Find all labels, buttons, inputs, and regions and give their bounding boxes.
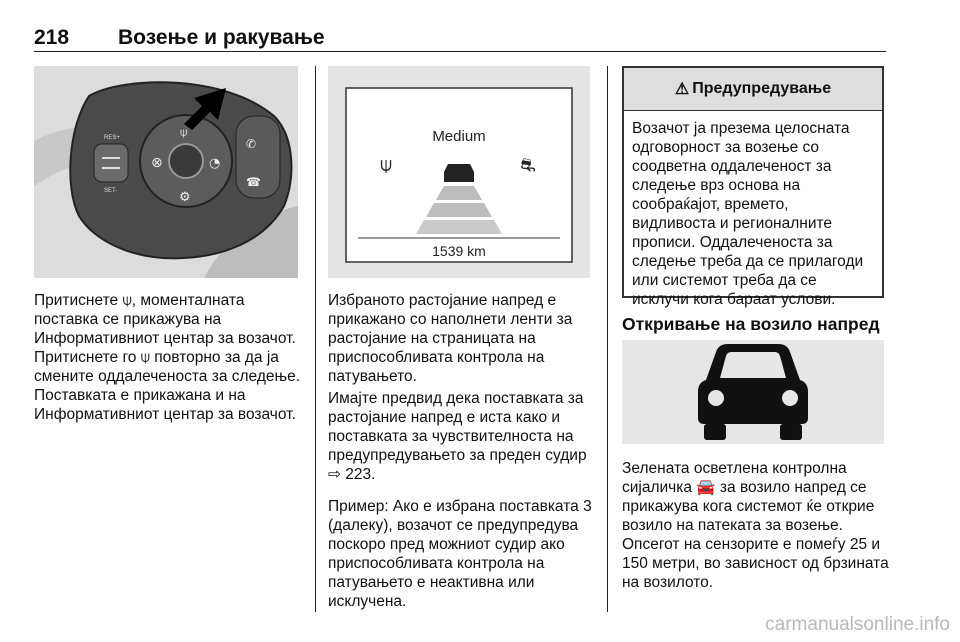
display-figure <box>328 66 590 278</box>
res-label: RES+ <box>104 135 120 141</box>
steering-wheel-figure <box>34 66 298 278</box>
svg-text:◔: ◔ <box>209 156 221 171</box>
warning-header <box>624 68 882 111</box>
section-title: Откривање на возило напред <box>622 314 880 334</box>
mode-label: Medium <box>432 128 486 145</box>
distance-display-illustration <box>328 66 590 278</box>
svg-text:⚙: ⚙ <box>179 190 191 205</box>
col2-paragraph-2: Имајте предвид дека поставката за растојание напред е иста како и поставката за чувствителноста на предупредувањето за преден судир ⇨ 223. <box>328 390 587 483</box>
warning-box <box>622 66 884 308</box>
vehicle-icon <box>444 164 474 182</box>
section-paragraph: Зелената осветлена контролна сијаличка 🚘 за возило напред се прикажува кога системот ќе открие возило на патеката за возење. Опсегот на сензорите е помеѓу 25 и 150 метри, во зависност од брзината на возилото. <box>622 460 889 591</box>
header-rule <box>34 51 886 52</box>
col2-paragraph-3: Пример: Ако е избрана поставката 3 (далеку), возачот се предупредува поскоро пред можниот судир ако приспособливата контрола на патувањето е неактивна или исклучена. <box>328 498 592 610</box>
range-label: 1539 km <box>432 243 486 259</box>
chapter-title: Возење и ракување <box>118 26 325 49</box>
set-label: SET- <box>104 188 118 194</box>
warning-title: Предупредување <box>692 80 832 97</box>
svg-text:⊗: ⊗ <box>151 155 163 171</box>
svg-text:⍦: ⍦ <box>180 125 188 139</box>
vehicle-ahead-icon <box>622 340 884 444</box>
sensitivity-icon: ⍦ <box>380 152 392 176</box>
svg-text:✆: ✆ <box>246 137 257 151</box>
steering-wheel-buttons-illustration <box>34 66 298 278</box>
warning-body: Возачот ја презема целосната одговорност за возење со соодветна оддалеченост за следење врз основа на сообраќајот, времето, видливоста и регионалните прописи. Оддалеченоста за следење треба да се прилагоди или системот треба да се исклучи кога бараат услови. <box>632 120 864 308</box>
warning-triangle-icon: ⚠ <box>674 81 690 98</box>
col2-paragraph-1: Избраното растојание напред е прикажано со наполнети ленти за растојание на страницата на приспособливата контрола на патувањето. <box>328 292 573 385</box>
page-number: 218 <box>34 26 70 49</box>
collision-alert-icon: ⛐ <box>520 155 536 176</box>
watermark: carmanualsonline.info <box>765 614 950 635</box>
column-separator <box>315 66 316 612</box>
svg-text:☎: ☎ <box>246 175 261 189</box>
column-separator <box>607 66 608 612</box>
col1-paragraph: Притиснете ⍦, моменталната поставка се прикажува на Информативниот центар за возачот. Притиснете го ⍦ повторно за да ја смените оддалеченоста за следење. Поставката е прикажана и на Информативниот центар за возачот. <box>34 292 301 423</box>
vehicle-ahead-figure <box>622 340 884 444</box>
page-header <box>34 22 886 54</box>
